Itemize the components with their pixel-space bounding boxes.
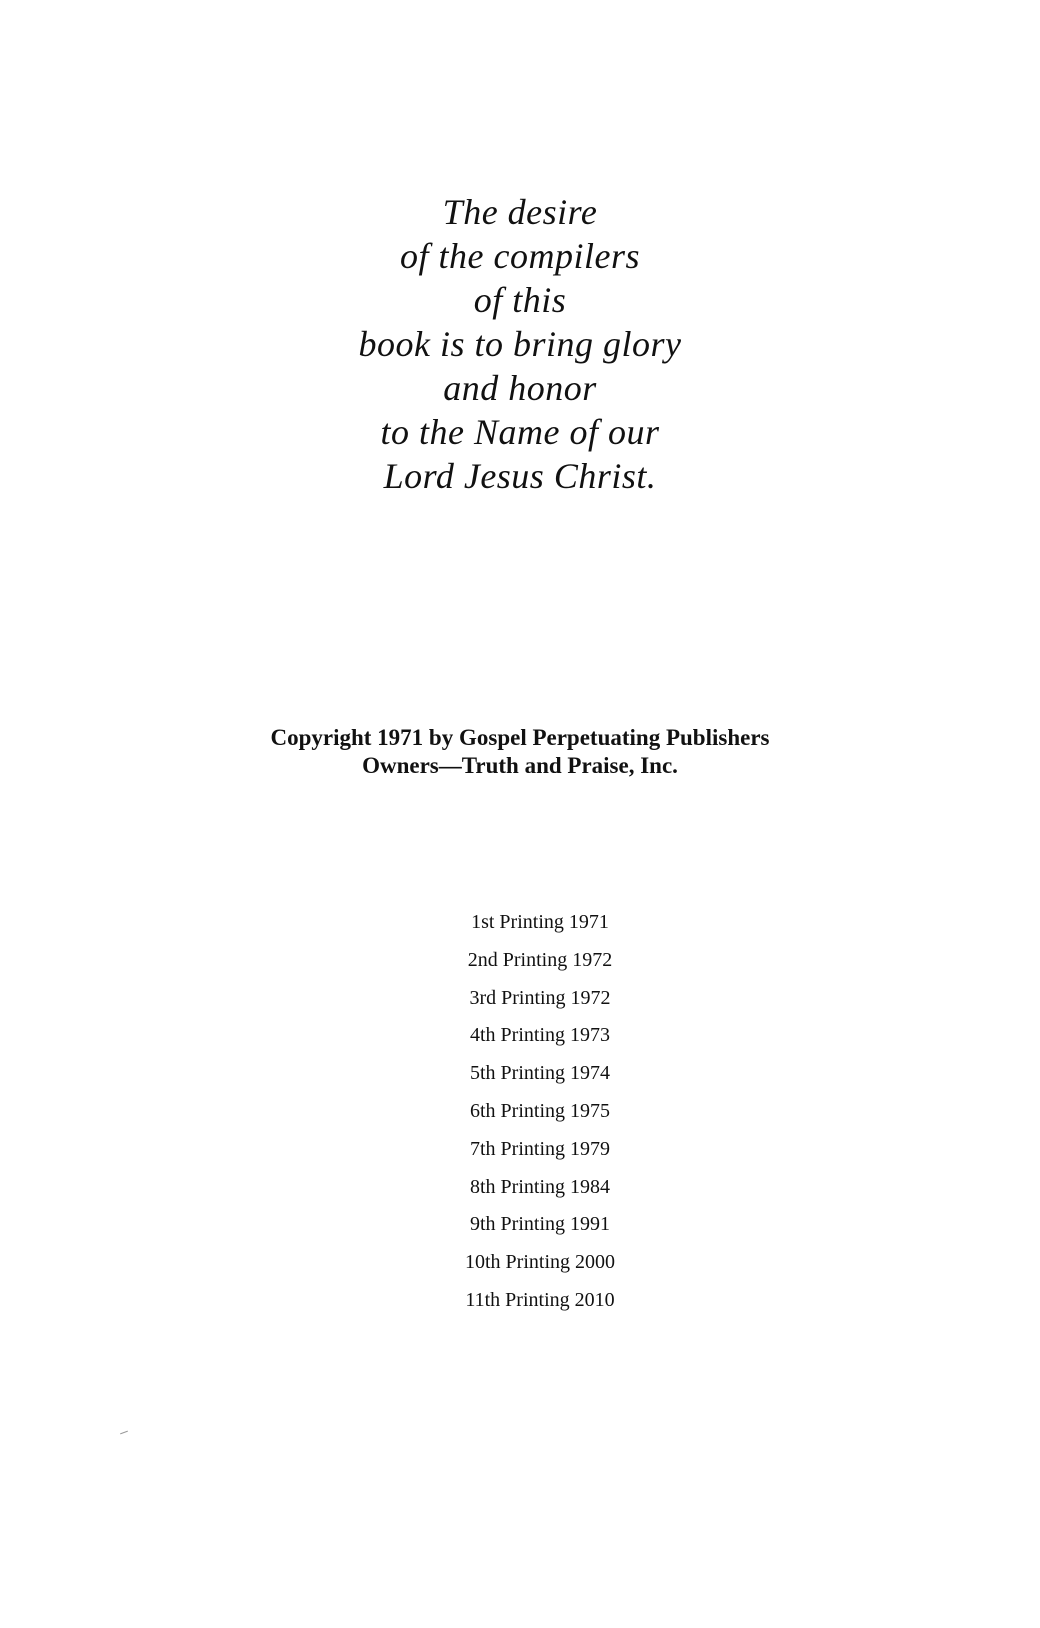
printing-entry: 10th Printing 2000 [464, 1251, 615, 1274]
copyright-line: Copyright 1971 by Gospel Perpetuating Publishers [270, 725, 770, 750]
dedication-block [0, 190, 1040, 498]
printing-entry: 2nd Printing 1972 [467, 948, 613, 971]
dedication-line: of the compilers [400, 236, 640, 276]
printing-entry: 1st Printing 1971 [471, 911, 609, 933]
printing-entry: 9th Printing 1991 [469, 1213, 610, 1236]
copyright-notice [0, 724, 1040, 780]
dedication-line: book is to bring glory [358, 324, 682, 364]
printing-entry: 3rd Printing 1972 [469, 986, 611, 1009]
dedication-line: Lord Jesus Christ. [383, 456, 657, 496]
printing-entry: 8th Printing 1984 [469, 1175, 610, 1198]
dedication-line: to the Name of our [380, 412, 660, 452]
printing-entry: 11th Printing 2010 [465, 1288, 615, 1311]
dedication-line: The desire [442, 192, 598, 232]
printing-entry: 4th Printing 1973 [469, 1024, 610, 1047]
printing-history [0, 904, 1040, 1320]
printing-entry: 5th Printing 1974 [469, 1062, 610, 1085]
scan-speck [120, 1431, 128, 1435]
dedication-line: and honor [443, 368, 597, 408]
dedication-line: of this [473, 280, 567, 320]
printing-entry: 7th Printing 1979 [469, 1137, 610, 1160]
printing-entry: 6th Printing 1975 [469, 1099, 610, 1122]
owners-line: Owners—Truth and Praise, Inc. [362, 753, 678, 778]
